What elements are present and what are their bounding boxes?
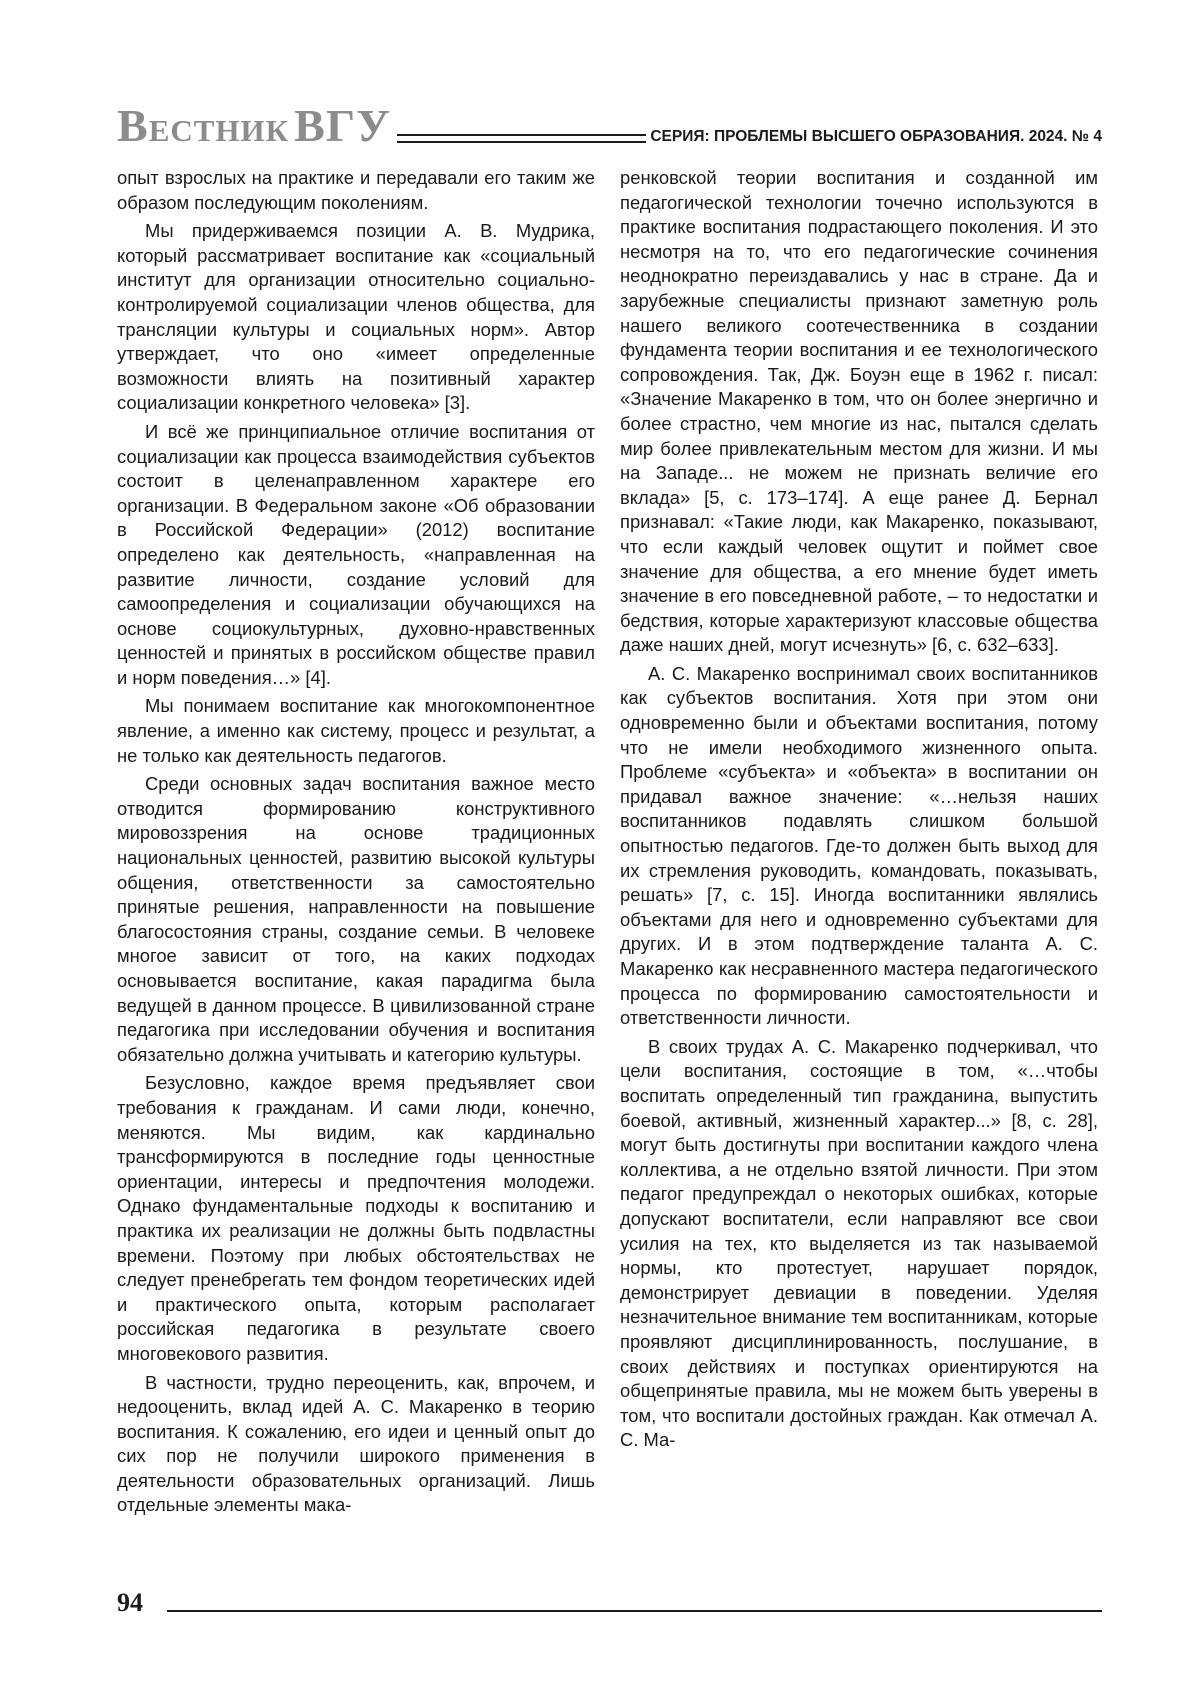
paragraph: И всё же принципиальное отличие воспитания от социализации как процесса взаимодействия субъектов состоит в целенаправленном характере его организации. В Федеральном законе «Об образовании в Российской Федерации» (2012) воспитание определено как деятельность, «направленная на развитие личности, создание условий для самоопределения и социализации обучающихся на основе социокультурных, духовно-нравственных ценностей и принятых в российском обществе правил и норм поведения…» [4]. [117,420,595,688]
paragraph: ренковской теории воспитания и созданной им педагогической технологии точечно используются в практике воспитания подрастающего поколения. И это несмотря на то, что его педагогические сочинения неоднократно переиздавались у нас в стране. Да и зарубежные специалисты признают заметную роль нашего великого соотечественника в создании фундамента теории воспитания и ее технологического сопровождения. Так, Дж. Боуэн еще в 1962 г. писал: «Значение Макаренко в том, что он более энергично и более страстно, чем многие из нас, пытался сделать мир более привлекательным местом для жизни. И мы на Западе... не можем не признать величие его вклада» [5, с. 173–174]. А еще ранее Д. Бернал признавал: «Такие люди, как Макаренко, показывают, что если каждый человек ощутит и поймет свое значение для общества, а его мнение будет иметь значение в его повседневной работе, – то недостатки и бедствия, которые характеризуют классовые общества даже наших дней, могут исчезнуть» [6, с. 632–633]. [620,167,1098,656]
page-number: 94 [117,1588,143,1617]
paragraph: А. С. Макаренко воспринимал своих воспитанников как субъектов воспитания. Хотя при этом они одновременно были и объектами воспитания, потому что не имели необходимого жизненного опыта. Проблеме «субъекта» и «объекта» в воспитании он придавал важное значение: «…нельзя наших воспитанников подавлять слишком большой опытностью педагогов. Где-то должен быть выход для их стремления руководить, командовать, показывать, решать» [7, с. 15]. Иногда воспитанники являлись объектами для него и одновременно субъектами для других. И в этом подтверждение таланта А. С. Макаренко как несравненного мастера педагогического процесса по формированию самостоятельности и ответственности личности. [620,662,1098,1029]
page-footer [117,1590,1102,1616]
page-header [117,100,1102,151]
series-title: СЕРИЯ: ПРОБЛЕМЫ ВЫСШЕГО ОБРАЗОВАНИЯ. 2024. № 4 [650,128,1102,145]
journal-title-word: ЕСТНИК [148,113,290,148]
right-column [620,166,1098,1457]
journal-title [117,100,391,151]
paragraph: Среди основных задач воспитания важное место отводится формированию конструктивного мировоззрения на основе традиционных национальных ценностей, развитию высокой культуры общения, ответственности за самостоятельно принятые решения, направленности на повышение благосостояния страны, создание семьи. В человеке многое зависит от того, на каких подходах основывается воспитание, какая парадигма была ведущей в данном процессе. В цивилизованной стране педагогика при исследовании обучения и воспитания обязательно должна учитывать и категорию культуры. [117,773,595,1065]
left-column [117,166,595,1522]
header-rule [397,134,646,143]
paragraph: Мы придерживаемся позиции А. В. Мудрика, который рассматривает воспитание как «социальный институт для организации относительно социально-контролируемой социализации членов общества, для трансляции культуры и социальных норм». Автор утверждает, что оно «имеет определенные возможности влиять на позитивный характер социализации конкретного человека» [3]. [117,220,595,414]
paragraph: В своих трудах А. С. Макаренко подчеркивал, что цели воспитания, состоящие в том, «…чтобы воспитать определенный тип гражданина, выпустить боевой, активный, жизненный характер...» [8, с. 28], могут быть достигнуты при воспитании каждого члена коллектива, а не отдельно взятой личности. При этом педагог предупреждал о некоторых ошибках, которые допускают воспитатели, если направляют все свои усилия на тех, кто выделяется из так называемой нормы, кто протестует, нарушает порядок, демонстрирует девиации в поведении. Уделяя незначительное внимание тем воспитанникам, которые проявляют дисциплинированность, послушание, в своих действиях и поступках ориентируются на общепринятые правила, мы не можем быть уверены в том, что воспитали достойных граждан. Как отмечал А. С. Ма- [620,1035,1098,1451]
journal-title-initial: В [117,100,149,151]
paragraph: Безусловно, каждое время предъявляет свои требования к гражданам. И сами люди, конечно, меняются. Мы видим, как кардинально трансформируются в последние годы ценностные ориентации, интересы и предпочтения молодежи. Однако фундаментальные подходы к воспитанию и практика их реализации не должны быть подвластны времени. Поэтому при любых обстоятельствах не следует пренебрегать тем фондом теоретических идей и практического опыта, которым располагает российская педагогика в результате своего многовекового развития. [117,1072,595,1364]
journal-title-abbrev: ВГУ [294,100,391,151]
paragraph: В частности, трудно переоценить, как, впрочем, и недооценить, вклад идей А. С. Макаренко в теорию воспитания. К сожалению, его идеи и ценный опыт до сих пор не получили широкого применения в деятельности образовательных организаций. Лишь отдельные элементы мака- [117,1371,595,1516]
paragraph: опыт взрослых на практике и передавали его таким же образом последующим поколениям. [117,167,595,213]
paragraph: Мы понимаем воспитание как многокомпонентное явление, а именно как систему, процесс и результат, а не только как деятельность педагогов. [117,695,595,766]
footer-rule [167,1610,1102,1612]
